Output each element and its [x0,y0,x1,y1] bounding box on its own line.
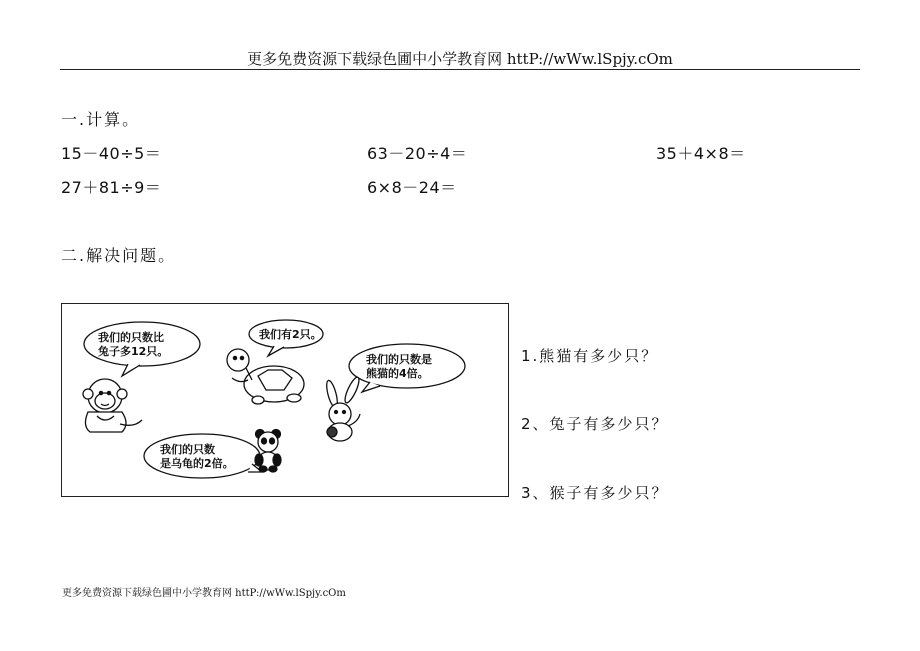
expression-4: 27＋81÷9＝ [61,178,162,197]
question-2: 2、兔子有多少只？ [521,415,669,433]
monkey-bubble-line-1: 我们的只数比 [98,331,164,344]
expression-2: 63－20÷4＝ [367,144,468,163]
panda-bubble-line-2: 是乌龟的2倍。 [160,457,234,470]
monkey-bubble-line-2: 兔子多12只。 [98,345,169,358]
panda-speech-bubble [144,434,262,478]
rabbit-bubble-line-2: 熊猫的4倍。 [366,367,429,380]
monkey-speech-bubble [84,322,200,376]
rabbit-bubble-line-1: 我们的只数是 [366,353,432,366]
section-1-title: 一.计算。 [61,110,141,129]
question-3: 3、猴子有多少只？ [521,484,669,502]
expression-5: 6×8－24＝ [367,178,457,197]
page-header: 更多免费资源下载绿色圃中小学教育网 httP://wWw.lSpjy.cOm [247,50,673,68]
animal-illustration [62,304,510,498]
header-divider [60,69,860,70]
page-footer: 更多免费资源下载绿色圃中小学教育网 httP://wWw.lSpjy.cOm [62,588,346,599]
rabbit-icon [325,376,362,441]
panda-bubble-line-1: 我们的只数 [160,443,215,456]
turtle-speech-bubble [249,320,323,356]
monkey-icon [83,379,142,432]
turtle-bubble-text: 我们有2只。 [259,328,322,341]
illustration-panel [61,303,509,497]
expression-1: 15－40÷5＝ [61,144,162,163]
rabbit-speech-bubble [349,344,465,392]
turtle-icon [227,349,304,404]
expression-3: 35＋4×8＝ [656,144,746,163]
question-1: 1.熊猫有多少只？ [521,347,659,365]
section-2-title: 二.解决问题。 [61,246,177,265]
